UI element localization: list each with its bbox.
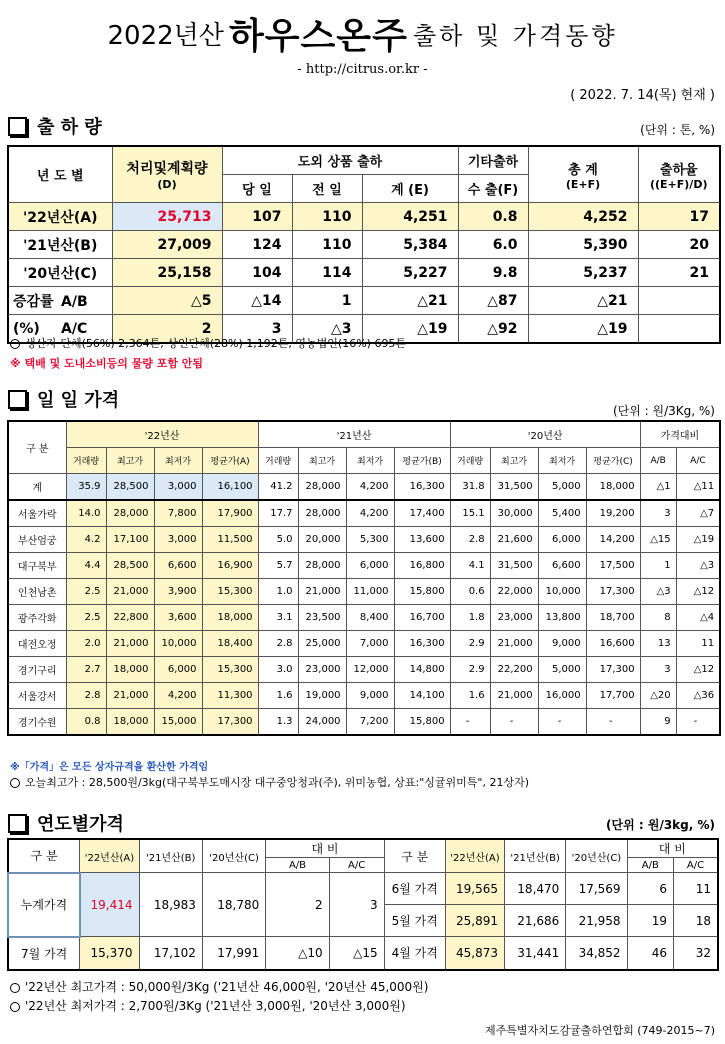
price-cell: 28,000: [298, 500, 346, 527]
price-cell: △15: [640, 527, 676, 553]
price-cell: 15.1: [450, 500, 490, 527]
price-cell: 22,800: [106, 605, 154, 631]
price-cell: 23,000: [298, 657, 346, 683]
price-cell: -: [676, 709, 720, 736]
circle-bullet-icon: [10, 339, 20, 349]
price-cell: 13,800: [538, 605, 586, 631]
market-name: 대전오정: [8, 631, 66, 657]
price-cell: 3: [640, 500, 676, 527]
price-cell: 9,000: [538, 631, 586, 657]
col-year: 년 도 별: [8, 146, 112, 203]
price-cell: 11,300: [202, 683, 258, 709]
price-cell: 15,800: [394, 579, 450, 605]
price-cell: 2.8: [258, 631, 298, 657]
price-cell: 2.9: [450, 657, 490, 683]
table-row: '21년산(B) 27,009 124 110 5,384 6.0 5,390 20: [8, 231, 720, 259]
col-y20: '20년산: [450, 421, 640, 448]
price-cell: △7: [676, 500, 720, 527]
price-cell: 19,200: [586, 500, 640, 527]
checkbox-square-icon: [8, 814, 27, 833]
price-cell: 1: [640, 553, 676, 579]
price-cell: 5,000: [538, 474, 586, 501]
sub-header-cell: 최저가: [346, 448, 394, 474]
price-cell: -: [450, 709, 490, 736]
col-domestic: 도외 상품 출하: [222, 146, 458, 175]
price-cell: 14,800: [394, 657, 450, 683]
price-cell: 3,600: [154, 605, 202, 631]
table-row: '20년산(C) 25,158 104 114 5,227 9.8 5,237 21: [8, 259, 720, 287]
price-cell: 41.2: [258, 474, 298, 501]
price-cell: △11: [676, 474, 720, 501]
price-cell: 9,000: [346, 683, 394, 709]
daily-unit: (단위 : 원/3Kg, %): [612, 404, 715, 418]
market-name: 경기구리: [8, 657, 66, 683]
section-daily-title: 일 일 가격: [8, 386, 119, 412]
price-cell: 3,000: [154, 474, 202, 501]
price-cell: 17,700: [586, 683, 640, 709]
price-cell: 17,900: [202, 500, 258, 527]
price-cell: 14.0: [66, 500, 106, 527]
price-cell: 18,000: [202, 605, 258, 631]
price-cell: 22,200: [490, 657, 538, 683]
price-cell: 18,000: [106, 657, 154, 683]
price-cell: 4,200: [346, 500, 394, 527]
price-cell: 2.9: [450, 631, 490, 657]
site-url[interactable]: - http://citrus.or.kr -: [297, 62, 428, 77]
market-name: 서울강서: [8, 683, 66, 709]
sub-header-cell: 거래량: [66, 448, 106, 474]
price-cell: △12: [676, 579, 720, 605]
price-cell: 5,400: [538, 500, 586, 527]
price-cell: △20: [640, 683, 676, 709]
col-y22: '22년산: [66, 421, 258, 448]
price-cell: △19: [676, 527, 720, 553]
col-sum: 총 계 (E+F): [528, 146, 638, 203]
price-cell: 31.8: [450, 474, 490, 501]
price-cell: 16,300: [394, 631, 450, 657]
price-cell: 17.7: [258, 500, 298, 527]
price-cell: 16,000: [538, 683, 586, 709]
price-cell: 15,800: [394, 709, 450, 736]
sub-header-cell: 거래량: [258, 448, 298, 474]
price-cell: 1.6: [450, 683, 490, 709]
price-cell: △3: [676, 553, 720, 579]
price-cell: 3: [640, 657, 676, 683]
price-cell: 23,000: [490, 605, 538, 631]
market-name: 서울가락: [8, 500, 66, 527]
circle-bullet-icon: [10, 1002, 20, 1012]
sub-header-cell: A/C: [676, 448, 720, 474]
price-cell: 3,000: [154, 527, 202, 553]
price-cell: 17,300: [586, 657, 640, 683]
table-row: [8, 500, 720, 527]
price-cell: 7,000: [346, 631, 394, 657]
price-cell: 21,000: [490, 683, 538, 709]
price-cell: 3.0: [258, 657, 298, 683]
market-name: 대구북부: [8, 553, 66, 579]
price-cell: 2.8: [450, 527, 490, 553]
col-cmp: 가격대비: [640, 421, 720, 448]
price-cell: 18,000: [106, 709, 154, 736]
price-cell: 0.8: [66, 709, 106, 736]
table-row: [8, 657, 720, 683]
table-row: [8, 553, 720, 579]
price-cell: 15,300: [202, 579, 258, 605]
price-cell: -: [538, 709, 586, 736]
price-cell: 6,600: [538, 553, 586, 579]
price-cell: 11,500: [202, 527, 258, 553]
page-title: [0, 8, 725, 59]
sub-header-cell: A/B: [640, 448, 676, 474]
col-prev: 전 일: [292, 175, 362, 203]
price-cell: 6,000: [538, 527, 586, 553]
price-cell: 25,000: [298, 631, 346, 657]
price-cell: 19,000: [298, 683, 346, 709]
yearly-price-table: 구 분 '22년산(A) '21년산(B) '20년산(C) 대 비 구 분 '22년산(A) '21년산(B) '20년산(C) 대 비 A/B A/C A/B A/C 누계가격 19,414 18,983 18,780 2 3 6월 가격 19,565 18,470 17,569 6 11 5월 가격 25,891 21,686 21,958 19 18 7월 가격 15,370 17,102 17,991 △10 △15 4월 가격 45,873 31,441 34,852 46 32: [7, 838, 719, 971]
title-year: 2022년산: [107, 21, 224, 51]
col-total: 계 (E): [362, 175, 458, 203]
price-cell: 2.8: [66, 683, 106, 709]
price-cell: 18,400: [202, 631, 258, 657]
price-cell: 13,600: [394, 527, 450, 553]
price-cell: 16,600: [586, 631, 640, 657]
report-date: ( 2022. 7. 14(목) 현재 ): [570, 88, 715, 103]
table-row: [8, 527, 720, 553]
price-cell: 28,000: [298, 474, 346, 501]
price-cell: 17,500: [586, 553, 640, 579]
price-cell: 11: [676, 631, 720, 657]
circle-bullet-icon: [10, 778, 20, 788]
price-cell: 18,000: [586, 474, 640, 501]
table-row: [8, 579, 720, 605]
sub-header-cell: 최저가: [154, 448, 202, 474]
price-cell: 4.1: [450, 553, 490, 579]
checkbox-square-icon: [8, 390, 27, 409]
price-cell: 6,000: [154, 657, 202, 683]
title-brand: 하우스온주: [228, 16, 408, 57]
price-cell: 1.6: [258, 683, 298, 709]
price-cell: 28,000: [106, 500, 154, 527]
price-cell: -: [490, 709, 538, 736]
section-shipment-title: 출 하 량: [8, 113, 102, 139]
sub-header-cell: 최고가: [490, 448, 538, 474]
price-cell: 6,000: [346, 553, 394, 579]
price-cell: 15,300: [202, 657, 258, 683]
yearly-unit: (단위 : 원/3kg, %): [606, 818, 715, 832]
sub-header-cell: 최저가: [538, 448, 586, 474]
price-cell: 18,700: [586, 605, 640, 631]
price-cell: 17,300: [202, 709, 258, 736]
checkbox-square-icon: [8, 117, 27, 136]
table-row: [8, 474, 720, 501]
yearly-min-note: '22년산 최저가격 : 2,700원/3Kg ('21년산 3,000원, '20년산 3,000원): [10, 997, 406, 1014]
price-cell: 21,600: [490, 527, 538, 553]
price-cell: 22,000: [490, 579, 538, 605]
price-cell: 9: [640, 709, 676, 736]
price-cell: 20,000: [298, 527, 346, 553]
price-cell: 1.0: [258, 579, 298, 605]
price-cell: 35.9: [66, 474, 106, 501]
yearly-max-note: '22년산 최고가격 : 50,000원/3Kg ('21년산 46,000원, '20년산 45,000원): [10, 978, 428, 995]
col-today: 당 일: [222, 175, 292, 203]
daily-note: ※「가격」은 모든 상자규격을 환산한 가격임: [10, 762, 209, 773]
price-cell: 2.5: [66, 605, 106, 631]
price-cell: 21,000: [106, 631, 154, 657]
price-cell: 3,900: [154, 579, 202, 605]
market-name: 경기수원: [8, 709, 66, 736]
price-cell: 31,500: [490, 553, 538, 579]
price-cell: △1: [640, 474, 676, 501]
market-name: 인천남촌: [8, 579, 66, 605]
price-cell: 11,000: [346, 579, 394, 605]
price-cell: 21,000: [106, 683, 154, 709]
daily-price-table: [7, 420, 721, 736]
table-row: '22년산(A) 25,713 107 110 4,251 0.8 4,252 17: [8, 203, 720, 231]
sub-header-cell: 평균가(B): [394, 448, 450, 474]
sub-header-cell: 최고가: [298, 448, 346, 474]
price-cell: 2.7: [66, 657, 106, 683]
price-cell: 30,000: [490, 500, 538, 527]
col-rate: 출하율 ((E+F)/D): [638, 146, 720, 203]
shipment-warning: ※ 택배 및 도내소비등의 물량 포함 안됨: [10, 357, 204, 370]
price-cell: 23,500: [298, 605, 346, 631]
table-row: 증감률 A/B △5 △14 1 △21 △87 △21: [8, 287, 720, 315]
price-cell: △12: [676, 657, 720, 683]
price-cell: 17,300: [586, 579, 640, 605]
price-cell: 4.4: [66, 553, 106, 579]
price-cell: 28,500: [106, 474, 154, 501]
shipment-note: 생산자 단체(56%) 2,364톤, 상인단체(28%) 1,192톤, 영농법인(16%) 695톤: [10, 335, 406, 351]
sub-header-cell: 거래량: [450, 448, 490, 474]
price-cell: 31,500: [490, 474, 538, 501]
price-cell: △36: [676, 683, 720, 709]
price-cell: 0.6: [450, 579, 490, 605]
table-row: 7월 가격 15,370 17,102 17,991 △10 △15 4월 가격 45,873 31,441 34,852 46 32: [8, 937, 718, 970]
col-gubun: 구 분: [8, 421, 66, 474]
price-cell: 10,000: [538, 579, 586, 605]
circle-bullet-icon: [10, 983, 20, 993]
price-cell: 13: [640, 631, 676, 657]
price-cell: 6,600: [154, 553, 202, 579]
shipment-unit: (단위 : 톤, %): [640, 123, 715, 137]
price-cell: 7,800: [154, 500, 202, 527]
price-cell: -: [586, 709, 640, 736]
footer-org: 제주특별자치도감귤출하연합회 (749-2015~7): [484, 1024, 715, 1037]
table-row: [8, 709, 720, 736]
price-cell: 28,500: [106, 553, 154, 579]
market-name: 부산엄궁: [8, 527, 66, 553]
table-row: 5월 가격 25,891 21,686 21,958 19 18: [8, 905, 718, 937]
price-cell: 16,300: [394, 474, 450, 501]
price-cell: 28,000: [298, 553, 346, 579]
price-cell: 4,200: [154, 683, 202, 709]
price-cell: 14,200: [586, 527, 640, 553]
sub-header-cell: 평균가(C): [586, 448, 640, 474]
price-cell: △4: [676, 605, 720, 631]
price-cell: 2.0: [66, 631, 106, 657]
price-cell: 21,000: [298, 579, 346, 605]
table-row: (%) A/C 2 3 △3 △19 △92 △19: [8, 315, 720, 344]
shipment-table: [7, 145, 721, 344]
price-cell: 5.0: [258, 527, 298, 553]
price-cell: 21,000: [490, 631, 538, 657]
price-cell: 17,100: [106, 527, 154, 553]
price-cell: 5.7: [258, 553, 298, 579]
table-row: [8, 683, 720, 709]
market-name: 계: [8, 474, 66, 501]
price-cell: 12,000: [346, 657, 394, 683]
price-cell: 4.2: [66, 527, 106, 553]
market-name: 광주각화: [8, 605, 66, 631]
price-cell: 21,000: [106, 579, 154, 605]
section-yearly-title: 연도별가격: [8, 810, 124, 836]
price-cell: 4,200: [346, 474, 394, 501]
price-cell: 7,200: [346, 709, 394, 736]
price-cell: 2.5: [66, 579, 106, 605]
price-cell: 5,000: [538, 657, 586, 683]
price-cell: 16,900: [202, 553, 258, 579]
price-cell: △3: [640, 579, 676, 605]
price-cell: 16,700: [394, 605, 450, 631]
title-suffix: 출하 및 가격동향: [412, 22, 618, 50]
price-cell: 5,300: [346, 527, 394, 553]
price-cell: 17,400: [394, 500, 450, 527]
price-cell: 1.8: [450, 605, 490, 631]
table-row: [8, 605, 720, 631]
sub-header-cell: 평균가(A): [202, 448, 258, 474]
price-cell: 16,800: [394, 553, 450, 579]
price-cell: 15,000: [154, 709, 202, 736]
price-cell: 24,000: [298, 709, 346, 736]
price-cell: 10,000: [154, 631, 202, 657]
col-y21: '21년산: [258, 421, 450, 448]
col-other: 기타출하: [458, 146, 528, 175]
sub-header-cell: 최고가: [106, 448, 154, 474]
daily-highest: 오늘최고가 : 28,500원/3kg(대구북부도매시장 대구중앙청과(주), 위미농협, 상표:"싱귤위미특", 21상자): [10, 774, 529, 790]
col-export: 수 출(F): [458, 175, 528, 203]
price-cell: 3.1: [258, 605, 298, 631]
table-row: 누계가격 19,414 18,983 18,780 2 3 6월 가격 19,565 18,470 17,569 6 11: [8, 873, 718, 905]
price-cell: 14,100: [394, 683, 450, 709]
table-row: [8, 631, 720, 657]
col-plan: 처리및계획량 (D): [112, 146, 222, 203]
price-cell: 8: [640, 605, 676, 631]
price-cell: 16,100: [202, 474, 258, 501]
price-cell: 8,400: [346, 605, 394, 631]
price-cell: 1.3: [258, 709, 298, 736]
